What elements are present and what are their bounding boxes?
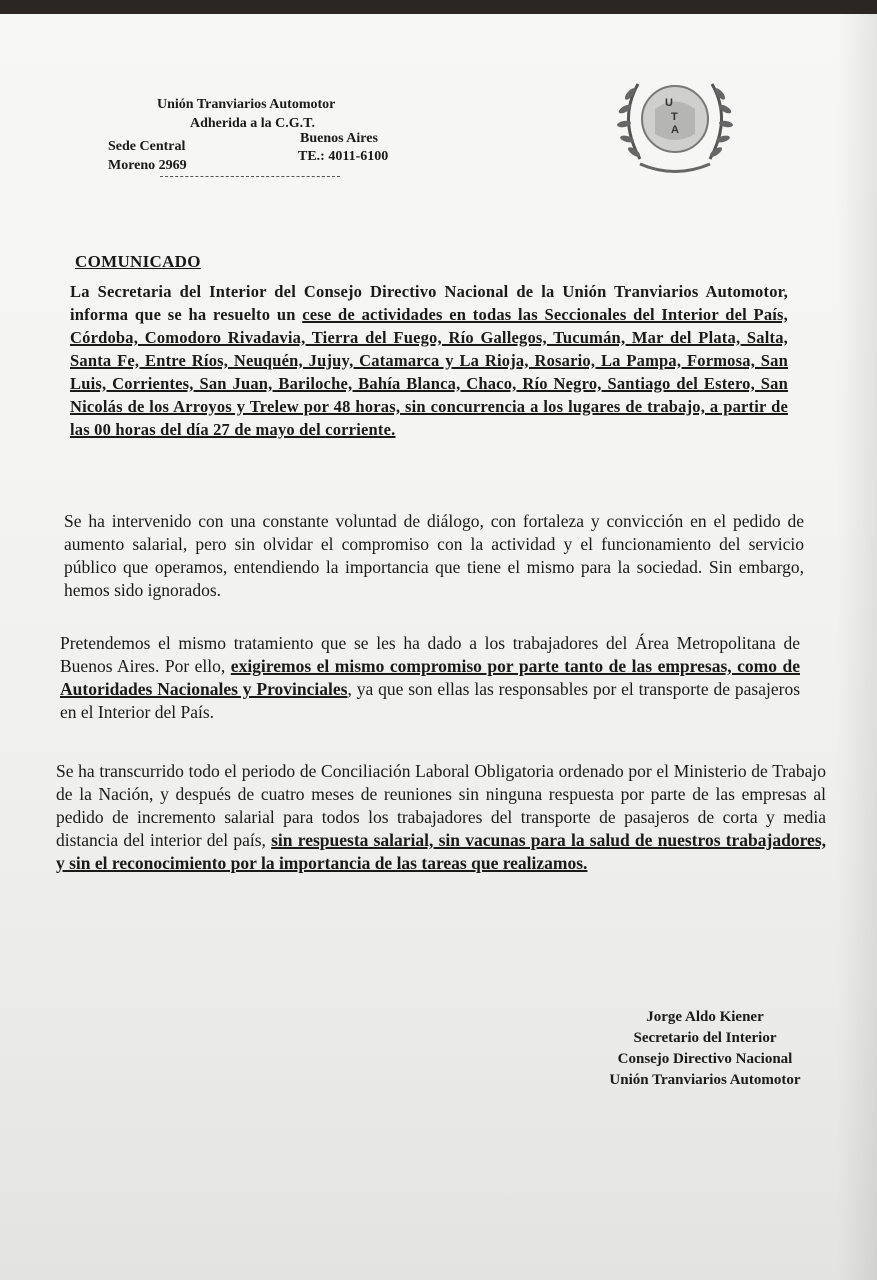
paragraph4-emphasis: sin respuesta salarial, sin vacunas para la salud de nuestros trabajadores, y sin el reconocimiento por la importancia de las tareas que realizamos. [56, 830, 827, 873]
logo-letter-a: A [671, 124, 679, 136]
city: Buenos Aires [300, 131, 378, 146]
paragraph3-intro: Pretendemos el mismo tratamiento que se les ha dado a los trabajadores del Área Metropolitana de Buenos Aires. Por ello, [60, 633, 800, 676]
org-name: Unión Tranviarios Automotor [157, 97, 336, 112]
affiliation: Adherida a la C.G.T. [190, 116, 315, 131]
signer-body: Consejo Directivo Nacional [617, 1051, 793, 1067]
header-divider [160, 176, 340, 177]
signature-block [570, 1007, 840, 1091]
page-shadow [837, 14, 877, 1280]
paragraph1-intro: La Secretaria del Interior del Consejo Directivo Nacional de la Unión Tranviarios Automotor, informa que se ha resuelto un [70, 282, 788, 324]
paragraph4-intro: Se ha transcurrido todo el periodo de Conciliación Laboral Obligatoria ordenado por el Ministerio de Trabajo de la Nación, y después de cuatro meses de reuniones sin ninguna respuesta por parte de las empresas al pedido de incremento salarial para todos los trabajadores del transporte de pasajeros de corta y media distancia del interior del país, [56, 761, 826, 850]
signer-org: Unión Tranviarios Automotor [609, 1072, 801, 1088]
paragraph-dialogue: Se ha intervenido con una constante voluntad de diálogo, con fortaleza y convicción en el pedido de aumento salarial, pero sin olvidar el compromiso con la actividad y el funcionamiento del servicio público que operamos, entendiendo la importancia que tiene el mismo para la sociedad. Sin embargo, hemos sido ignorados. [64, 511, 804, 600]
signer-name: Jorge Aldo Kiener [646, 1009, 764, 1025]
paragraph1-underlined: cese de actividades en todas las Seccionales del Interior del País, Córdoba, Comodoro Rivadavia, Tierra del Fuego, Río Gallegos, Tucumán, Mar del Plata, Salta, Santa Fe, Entre Ríos, Neuquén, Jujuy, Catamarca y La Rioja, Rosario, La Pampa, Formosa, San Luis, Corrientes, San Juan, Bariloche, Bahía Blanca, Chaco, Río Negro, Santiago del Estero, San Nicolás de los Arroyos y Trelew por 48 horas, sin concurrencia a los lugares de trabajo, a partir de las 00 horas del día 27 de mayo del corriente. [70, 305, 789, 439]
paragraph-demand [60, 632, 800, 724]
paragraph3-emphasis: exigiremos el mismo compromiso por parte tanto de las empresas, como de Autoridades Nacionales y Provinciales [60, 656, 800, 699]
logo-letter-t: T [671, 111, 678, 123]
logo-letter-u: U [665, 97, 673, 109]
paragraph-conciliation [56, 760, 826, 875]
paragraph3-outro: , ya que son ellas las responsables por el transporte de pasajeros en el Interior del País. [60, 679, 800, 722]
phone: TE.: 4011-6100 [298, 149, 389, 164]
document-page [0, 14, 877, 1280]
signer-position: Secretario del Interior [633, 1030, 777, 1046]
hq-label: Sede Central [108, 139, 186, 154]
document-title: COMUNICADO [75, 252, 201, 271]
uta-logo-seal [610, 64, 740, 179]
paragraph-strike-announcement [70, 280, 788, 441]
address: Moreno 2969 [108, 158, 187, 173]
